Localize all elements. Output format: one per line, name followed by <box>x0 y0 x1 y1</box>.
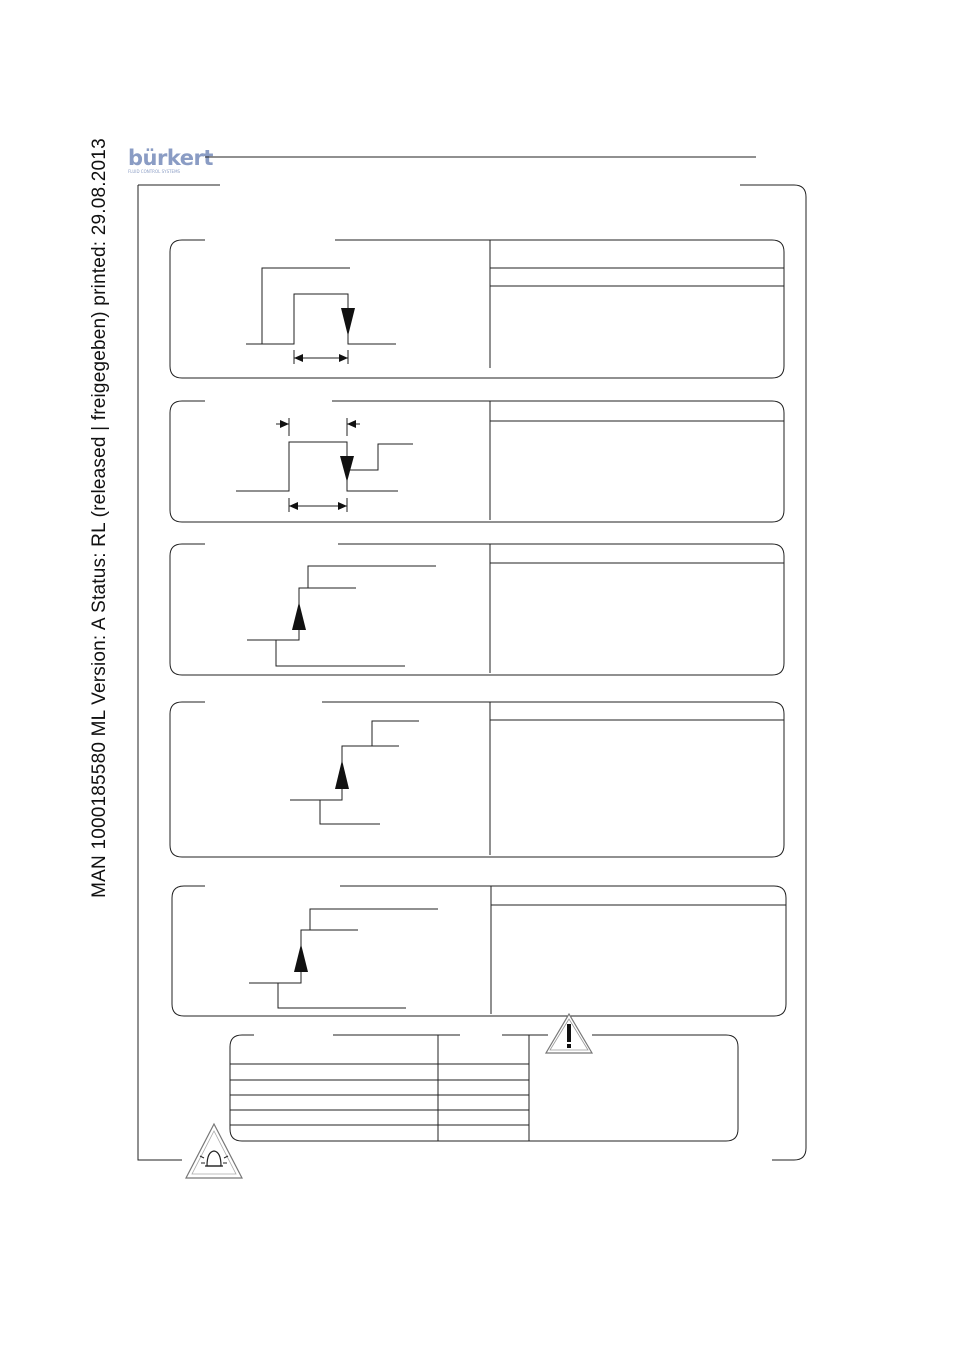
panel-1-signal-b <box>246 294 396 344</box>
panel-1 <box>170 240 784 378</box>
panel-2 <box>170 401 784 522</box>
panel-1-dim-arrow-left <box>294 354 303 362</box>
panel-4-signal-c <box>320 800 380 824</box>
panel-3-up-arrow <box>292 602 306 630</box>
panel-3 <box>170 544 784 675</box>
document-status-label: MAN 1000185580 ML Version: A Status: RL (released | freigegeben) printed: 29.08.2013 <box>89 138 110 898</box>
panel-1-signal-a <box>262 268 350 344</box>
panel-2-dim-arrow-d <box>338 502 347 510</box>
panel-4-signal-b <box>372 721 419 746</box>
outer-frame <box>138 185 806 1160</box>
alarm-bell-icon <box>186 1124 242 1178</box>
panel-2-signal-b <box>349 444 413 470</box>
warning-triangle-icon <box>546 1014 592 1053</box>
logo-tagline: FLUID CONTROL SYSTEMS <box>128 169 181 174</box>
panel-2-signal-a <box>236 442 398 491</box>
panel-3-signal-c <box>276 640 405 666</box>
panel-3-signal-b <box>308 566 436 588</box>
panel-2-down-arrow <box>340 456 354 482</box>
logo-wordmark: bürkert <box>128 146 213 170</box>
panel-1-down-arrow <box>341 308 355 336</box>
panel-5-signal-b <box>310 909 438 930</box>
panel-5-up-arrow <box>294 944 308 972</box>
panel-2-dim-arrow-a <box>280 420 289 428</box>
panel-2-dim-arrow-b <box>347 420 356 428</box>
panel-4 <box>170 702 784 857</box>
panel-1-dim-arrow-right <box>339 354 348 362</box>
panel-5-signal-c <box>278 983 406 1008</box>
panel-5 <box>172 886 786 1016</box>
bottom-table <box>230 1035 738 1141</box>
panel-2-dim-arrow-c <box>289 502 298 510</box>
panel-4-up-arrow <box>335 760 349 789</box>
